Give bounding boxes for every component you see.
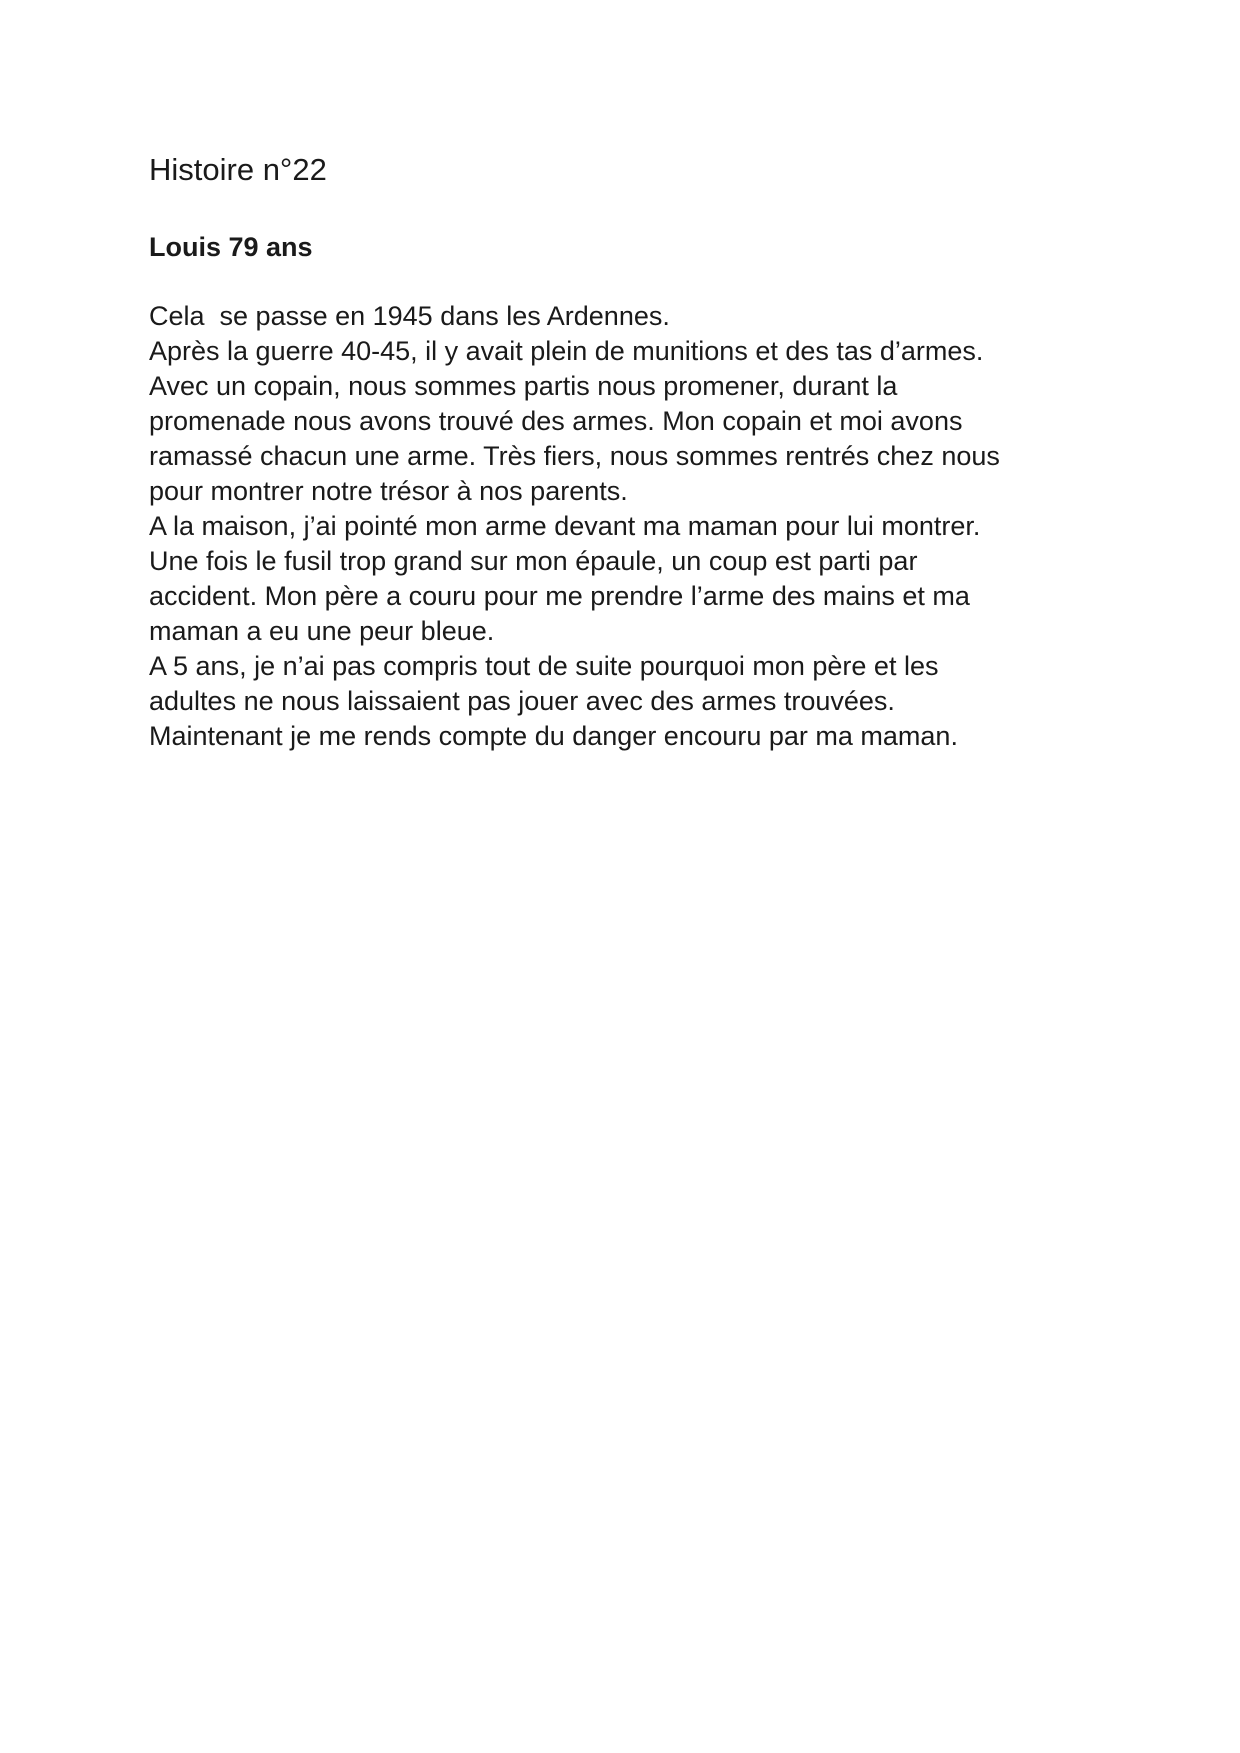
- story-line: adultes ne nous laissaient pas jouer avec des armes trouvées.: [149, 686, 895, 716]
- story-line: A 5 ans, je n’ai pas compris tout de suite pourquoi mon père et les: [149, 651, 939, 681]
- story-body: [149, 299, 1149, 754]
- story-line: accident. Mon père a couru pour me prendre l’arme des mains et ma: [149, 581, 970, 611]
- story-line: promenade nous avons trouvé des armes. Mon copain et moi avons: [149, 406, 963, 436]
- story-line: maman a eu une peur bleue.: [149, 616, 495, 646]
- story-line: ramassé chacun une arme. Très fiers, nous sommes rentrés chez nous: [149, 441, 1000, 471]
- story-title: Histoire n°22: [149, 152, 327, 187]
- story-line: Avec un copain, nous sommes partis nous promener, durant la: [149, 371, 898, 401]
- story-author: Louis 79 ans: [149, 232, 313, 262]
- story-line: A la maison, j’ai pointé mon arme devant ma maman pour lui montrer.: [149, 511, 981, 541]
- story-line: pour montrer notre trésor à nos parents.: [149, 476, 628, 506]
- story-line: Cela se passe en 1945 dans les Ardennes.: [149, 301, 670, 331]
- story-line: Maintenant je me rends compte du danger encouru par ma maman.: [149, 721, 958, 751]
- story-line: Une fois le fusil trop grand sur mon épaule, un coup est parti par: [149, 546, 918, 576]
- story-line: Après la guerre 40-45, il y avait plein de munitions et des tas d’armes.: [149, 336, 984, 366]
